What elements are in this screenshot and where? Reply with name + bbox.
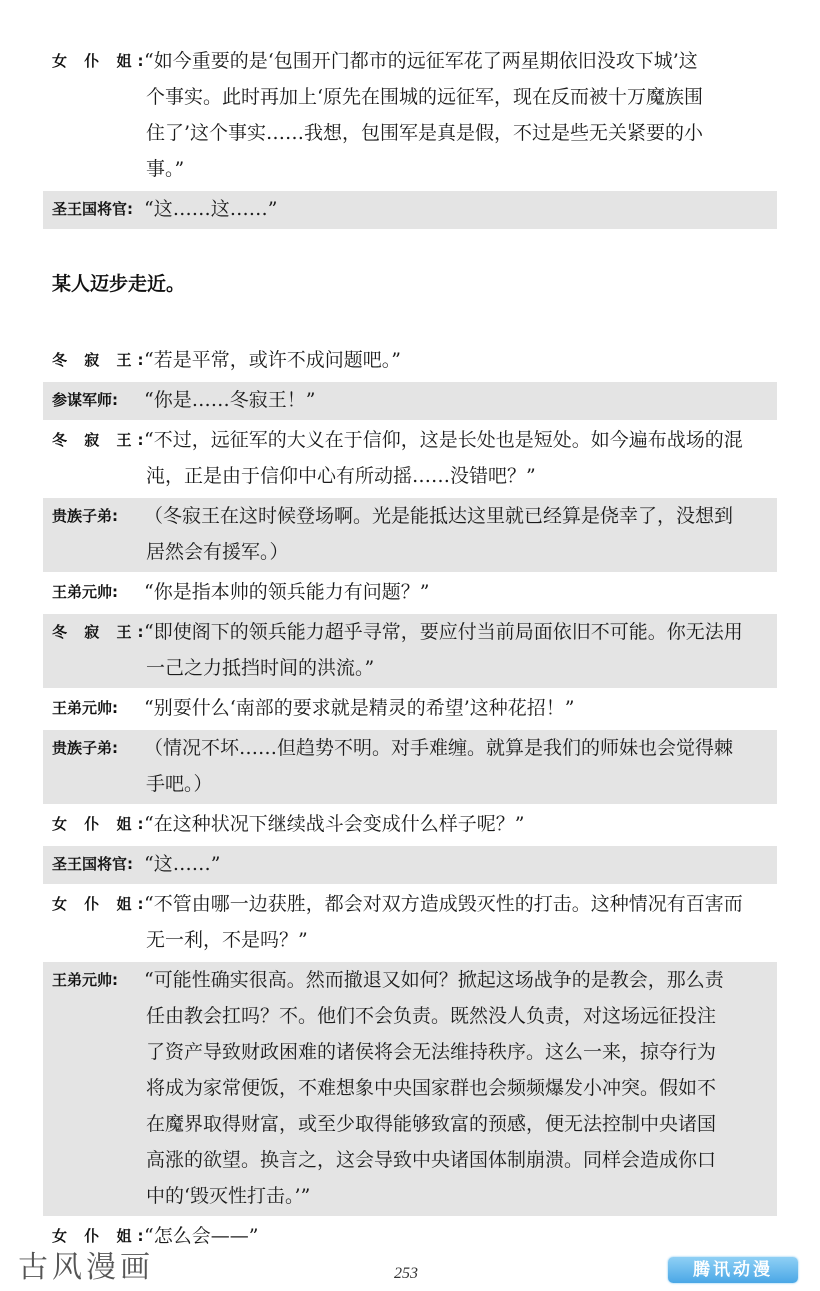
watermark-left: 古风漫画 [18,1250,154,1285]
dialogue-line: “如今重要的是‘包围开门都市的远征军花了两星期依旧没攻下城’这 [144,50,698,72]
speaker-label: 女 仆 姐: [52,52,150,70]
dialogue-row [43,498,777,572]
dialogue-line: “你是指本帅的领兵能力有问题？” [144,581,430,603]
speaker-label: 王弟元帅: [52,699,118,717]
dialogue-line: 高涨的欲望。换言之，这会导致中央诸国体制崩溃。同样会造成你口 [146,1149,717,1171]
dialogue-line: 任由教会扛吗？不。他们不会负责。既然没人负责，对这场远征投注 [146,1005,717,1027]
dialogue-line: “在这种状况下继续战斗会变成什么样子呢？” [144,813,525,835]
dialogue-line: “这……” [144,853,221,875]
speaker-label: 冬 寂 王: [52,431,150,449]
speaker-label: 女 仆 姐: [52,1227,150,1245]
dialogue-row [43,43,777,189]
dialogue-row [43,614,777,688]
dialogue-row [43,962,777,1216]
dialogue-line: “可能性确实很高。然而撤退又如何？掀起这场战争的是教会，那么责 [144,969,724,991]
dialogue-line: “不管由哪一边获胜，都会对双方造成毁灭性的打击。这种情况有百害而 [144,893,743,915]
dialogue-line: 个事实。此时再加上‘原先在围城的远征军，现在反而被十万魔族围 [146,86,704,108]
narration: 某人迈步走近。 [52,273,186,295]
dialogue-row [43,690,777,728]
speaker-label: 王弟元帅: [52,583,118,601]
speaker-label: 圣王国将官: [52,855,133,873]
dialogue-row [43,730,777,804]
dialogue-row [43,422,777,496]
dialogue-row [43,191,777,229]
dialogue-line: 了资产导致财政困难的诸侯将会无法维持秩序。这么一来，掠夺行为 [146,1041,717,1063]
dialogue-line: 事。” [146,158,185,180]
dialogue-line: “你是……冬寂王！” [144,389,316,411]
dialogue-row [43,806,777,844]
dialogue-line: （冬寂王在这时候登场啊。光是能抵达这里就已经算是侥幸了，没想到 [144,505,734,527]
dialogue-row [43,382,777,420]
page-number: 253 [394,1265,418,1282]
speaker-label: 冬 寂 王: [52,623,150,641]
dialogue-line: 居然会有援军。） [146,541,289,563]
speaker-label: 女 仆 姐: [52,815,150,833]
dialogue-row [43,574,777,612]
dialogue-line: “这……这……” [144,198,278,220]
dialogue-line: “不过，远征军的大义在于信仰，这是长处也是短处。如今遍布战场的混 [144,429,743,451]
dialogue-row [43,342,777,380]
dialogue-line: 沌，正是由于信仰中心有所动摇……没错吧？” [146,465,536,487]
speaker-label: 贵族子弟: [52,739,118,757]
dialogue-line: “若是平常，或许不成问题吧。” [144,349,401,371]
speaker-label: 王弟元帅: [52,971,118,989]
speaker-label: 冬 寂 王: [52,351,150,369]
speaker-label: 参谋军师: [52,391,118,409]
speaker-label: 女 仆 姐: [52,895,150,913]
watermark-right-logo: 腾讯动漫 [668,1257,798,1283]
dialogue-line: 无一利，不是吗？” [146,929,308,951]
speaker-label: 贵族子弟: [52,507,118,525]
dialogue-line: 一己之力抵挡时间的洪流。” [146,657,375,679]
dialogue-row [43,886,777,960]
speaker-label: 圣王国将官: [52,200,133,218]
dialogue-row [43,846,777,884]
dialogue-line: “即使阁下的领兵能力超乎寻常，要应付当前局面依旧不可能。你无法用 [144,621,743,643]
dialogue-line: 住了’这个事实……我想，包围军是真是假，不过是些无关紧要的小 [146,122,704,144]
dialogue-line: 手吧。） [146,773,213,795]
dialogue-line: 在魔界取得财富，或至少取得能够致富的预感，便无法控制中央诸国 [146,1113,717,1135]
dialogue-line: 将成为家常便饭，不难想象中央国家群也会频频爆发小冲突。假如不 [146,1077,717,1099]
dialogue-line: 中的‘毁灭性打击。’” [146,1185,311,1207]
dialogue-line: “怎么会——” [144,1225,259,1247]
dialogue-line: “别耍什么‘南部的要求就是精灵的希望’这种花招！” [144,697,575,719]
dialogue-line: （情况不坏……但趋势不明。对手难缠。就算是我们的师妹也会觉得棘 [144,737,734,759]
